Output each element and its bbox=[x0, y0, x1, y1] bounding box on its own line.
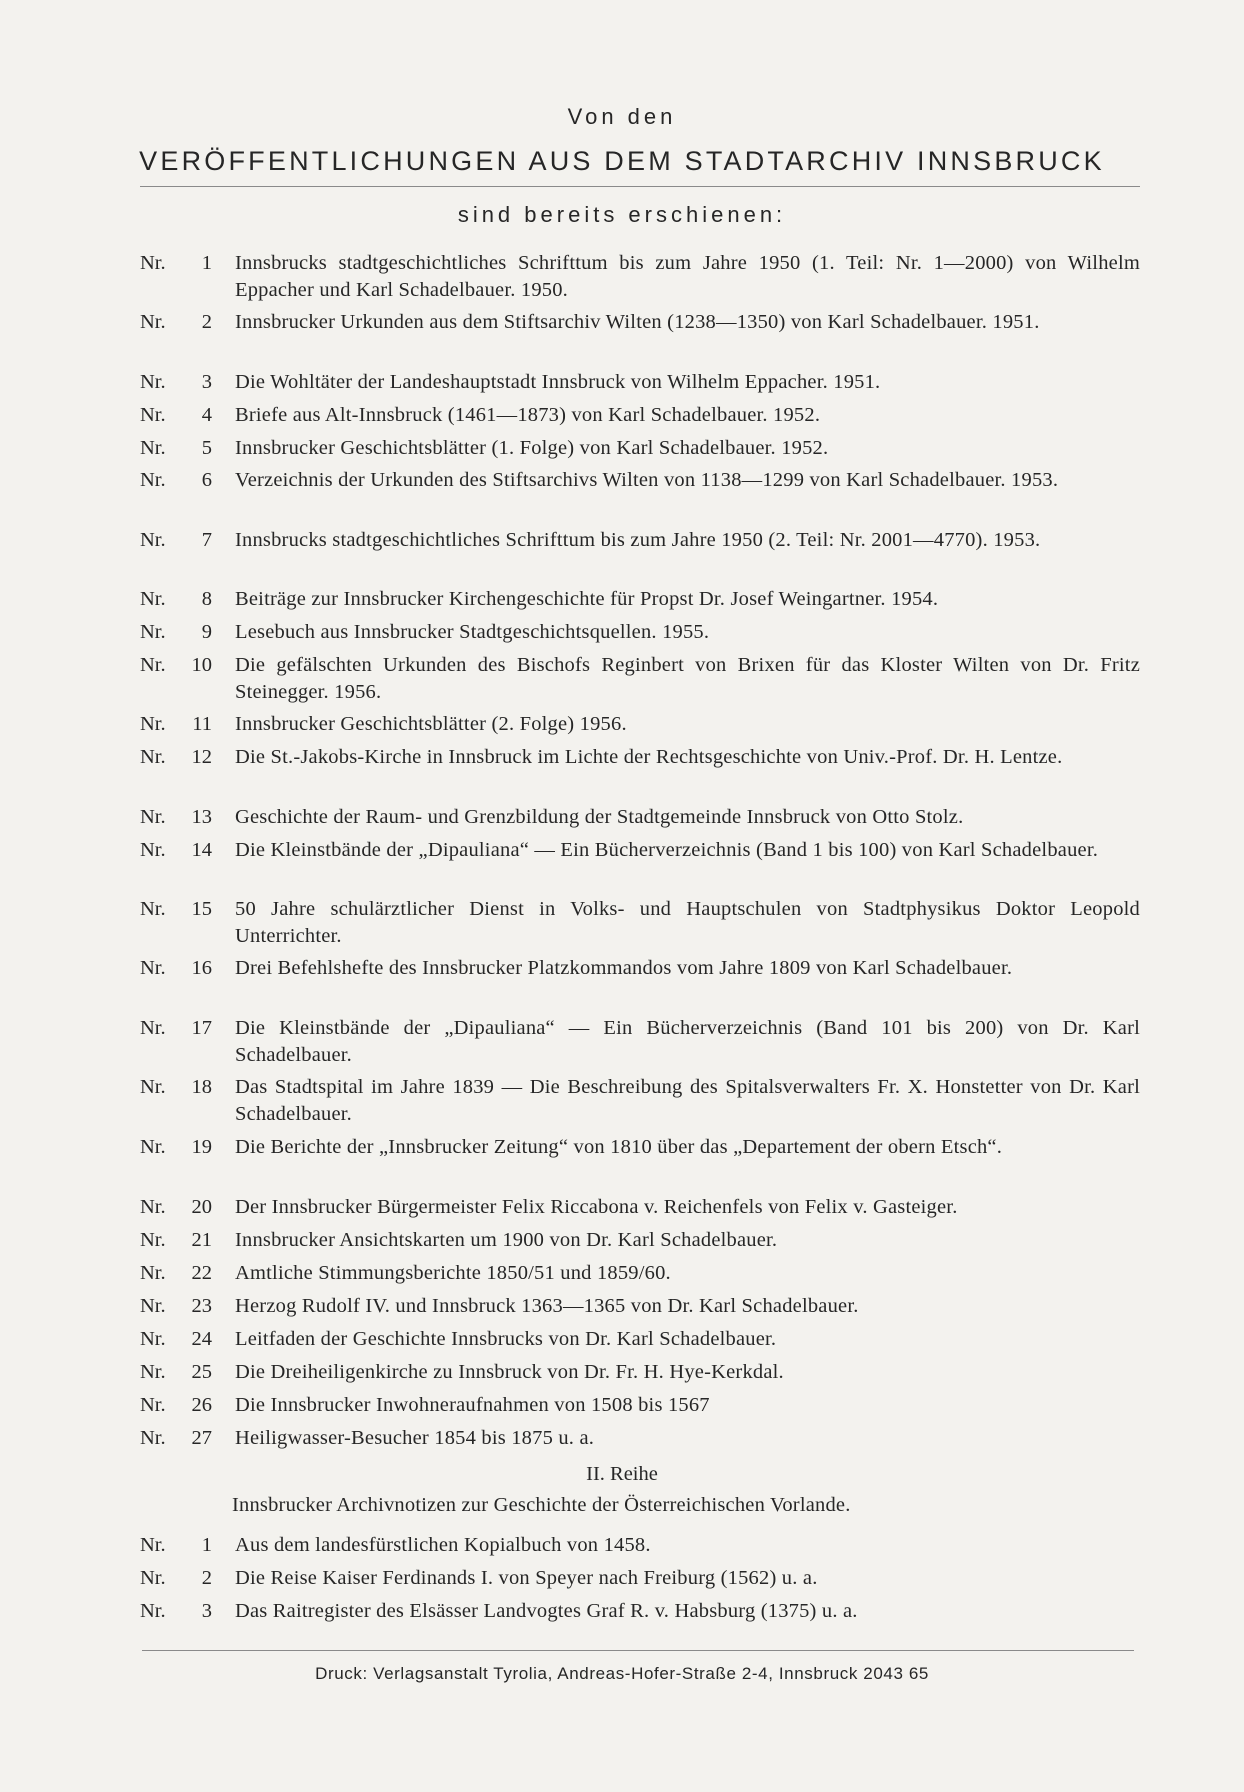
printer-imprint: Druck: Verlagsanstalt Tyrolia, Andreas-Hofer-Straße 2-4, Innsbruck 2043 65 bbox=[315, 1664, 929, 1683]
entry-number: Nr. 19 bbox=[140, 1136, 212, 1158]
entry-number: Nr. 4 bbox=[140, 404, 212, 426]
entry-text: Beiträge zur Innsbrucker Kirchengeschichte für Propst Dr. Josef Weingartner. 1954. bbox=[235, 588, 939, 610]
entry-number: Nr. 15 bbox=[140, 898, 212, 920]
entry-text: Die Wohltäter der Landeshauptstadt Innsbruck von Wilhelm Eppacher. 1951. bbox=[235, 371, 881, 393]
section-title: II. Reihe bbox=[586, 1463, 658, 1485]
entry-number: Nr. 25 bbox=[140, 1361, 212, 1383]
entry-text: Die Berichte der „Innsbrucker Zeitung“ von 1810 über das „Departement der obern Etsch“. bbox=[235, 1136, 1003, 1158]
entry-number: Nr. 8 bbox=[140, 588, 212, 610]
entry-number: Nr. 24 bbox=[140, 1328, 212, 1350]
entry-number: Nr. 17 bbox=[140, 1017, 212, 1039]
entry-text: Die St.-Jakobs-Kirche in Innsbruck im Lichte der Rechtsgeschichte von Univ.-Prof. Dr. H. Lentze. bbox=[235, 746, 1063, 768]
entry-text: Herzog Rudolf IV. und Innsbruck 1363—1365 von Dr. Karl Schadelbauer. bbox=[235, 1295, 859, 1317]
entry-number: Nr. 13 bbox=[140, 806, 212, 828]
entry-number: Nr. 11 bbox=[140, 713, 212, 735]
entry-text: Innsbrucker Geschichtsblätter (2. Folge) 1956. bbox=[235, 713, 627, 735]
entry-text: Briefe aus Alt-Innsbruck (1461—1873) von Karl Schadelbauer. 1952. bbox=[235, 404, 821, 426]
entry-text: Die Kleinstbände der „Dipauliana“ — Ein Bücherverzeichnis (Band 101 bis 200) von Dr. Karl Schadelbauer. bbox=[235, 1017, 1140, 1066]
entry-number: Nr. 3 bbox=[140, 1600, 212, 1622]
section-subtitle: Innsbrucker Archivnotizen zur Geschichte der Österreichischen Vorlande. bbox=[232, 1494, 851, 1516]
footer-rule bbox=[142, 1650, 1134, 1651]
entry-text: Das Raitregister des Elsässer Landvogtes Graf R. v. Habsburg (1375) u. a. bbox=[235, 1600, 858, 1622]
entry-text: Innsbrucker Ansichtskarten um 1900 von Dr. Karl Schadelbauer. bbox=[235, 1229, 778, 1251]
entry-text: Aus dem landesfürstlichen Kopialbuch von 1458. bbox=[235, 1534, 651, 1556]
entry-text: Innsbrucks stadtgeschichtliches Schrifttum bis zum Jahre 1950 (1. Teil: Nr. 1—2000) von Wilhelm Eppacher und Karl Schadelbauer. 1950. bbox=[235, 252, 1140, 301]
entry-text: Innsbrucker Geschichtsblätter (1. Folge) von Karl Schadelbauer. 1952. bbox=[235, 437, 829, 459]
entry-number: Nr. 21 bbox=[140, 1229, 212, 1251]
entry-text: Die Dreiheiligenkirche zu Innsbruck von Dr. Fr. H. Hye-Kerkdal. bbox=[235, 1361, 784, 1383]
entry-number: Nr. 1 bbox=[140, 252, 212, 274]
entry-text: Verzeichnis der Urkunden des Stiftsarchivs Wilten von 1138—1299 von Karl Schadelbauer. 1953. bbox=[235, 469, 1059, 491]
entry-text: Die Reise Kaiser Ferdinands I. von Speyer nach Freiburg (1562) u. a. bbox=[235, 1567, 818, 1589]
entry-text: 50 Jahre schulärztlicher Dienst in Volks- und Hauptschulen von Stadtphysikus Doktor Leopold Unterrichter. bbox=[235, 898, 1140, 947]
entry-number: Nr. 1 bbox=[140, 1534, 212, 1556]
entry-number: Nr. 22 bbox=[140, 1262, 212, 1284]
entry-text: Die gefälschten Urkunden des Bischofs Reginbert von Brixen für das Kloster Wilten von Dr. Fritz Steinegger. 1956. bbox=[235, 654, 1140, 703]
entry-text: Der Innsbrucker Bürgermeister Felix Riccabona v. Reichenfels von Felix v. Gasteiger. bbox=[235, 1196, 958, 1218]
entry-text: Lesebuch aus Innsbrucker Stadtgeschichtsquellen. 1955. bbox=[235, 621, 710, 643]
entry-text: Heiligwasser-Besucher 1854 bis 1875 u. a. bbox=[235, 1427, 595, 1449]
subtitle-text: sind bereits erschienen: bbox=[457, 202, 787, 227]
header-rule bbox=[140, 186, 1140, 187]
entry-number: Nr. 10 bbox=[140, 654, 212, 676]
entry-number: Nr. 23 bbox=[140, 1295, 212, 1317]
entry-text: Innsbrucks stadtgeschichtliches Schrifttum bis zum Jahre 1950 (2. Teil: Nr. 2001—4770). 1953. bbox=[235, 529, 1041, 551]
entry-text: Leitfaden der Geschichte Innsbrucks von Dr. Karl Schadelbauer. bbox=[235, 1328, 777, 1350]
entry-text: Die Kleinstbände der „Dipauliana“ — Ein Bücherverzeichnis (Band 1 bis 100) von Karl Schadelbauer. bbox=[235, 839, 1099, 861]
entry-number: Nr. 2 bbox=[140, 311, 212, 333]
entry-number: Nr. 5 bbox=[140, 437, 212, 459]
entry-number: Nr. 6 bbox=[140, 469, 212, 491]
series-title: VERÖFFENTLICHUNGEN AUS DEM STADTARCHIV INNSBRUCK bbox=[139, 146, 1105, 176]
entry-text: Innsbrucker Urkunden aus dem Stiftsarchiv Wilten (1238—1350) von Karl Schadelbauer. 1951. bbox=[235, 311, 1040, 333]
entry-number: Nr. 14 bbox=[140, 839, 212, 861]
entry-number: Nr. 20 bbox=[140, 1196, 212, 1218]
entry-number: Nr. 18 bbox=[140, 1076, 212, 1098]
entry-number: Nr. 16 bbox=[140, 957, 212, 979]
entry-number: Nr. 27 bbox=[140, 1427, 212, 1449]
entry-text: Die Innsbrucker Inwohneraufnahmen von 1508 bis 1567 bbox=[235, 1394, 710, 1416]
entry-number: Nr. 3 bbox=[140, 371, 212, 393]
entry-text: Das Stadtspital im Jahre 1839 — Die Beschreibung des Spitalsverwalters Fr. X. Honstetter von Dr. Karl Schadelbauer. bbox=[235, 1076, 1140, 1125]
entry-number: Nr. 26 bbox=[140, 1394, 212, 1416]
entry-number: Nr. 12 bbox=[140, 746, 212, 768]
entry-number: Nr. 2 bbox=[140, 1567, 212, 1589]
entry-text: Geschichte der Raum- und Grenzbildung der Stadtgemeinde Innsbruck von Otto Stolz. bbox=[235, 806, 964, 828]
entry-text: Drei Befehlshefte des Innsbrucker Platzkommandos vom Jahre 1809 von Karl Schadelbauer. bbox=[235, 957, 1013, 979]
intro-text: Von den bbox=[567, 104, 677, 129]
entry-text: Amtliche Stimmungsberichte 1850/51 und 1859/60. bbox=[235, 1262, 671, 1284]
entry-number: Nr. 9 bbox=[140, 621, 212, 643]
entry-number: Nr. 7 bbox=[140, 529, 212, 551]
